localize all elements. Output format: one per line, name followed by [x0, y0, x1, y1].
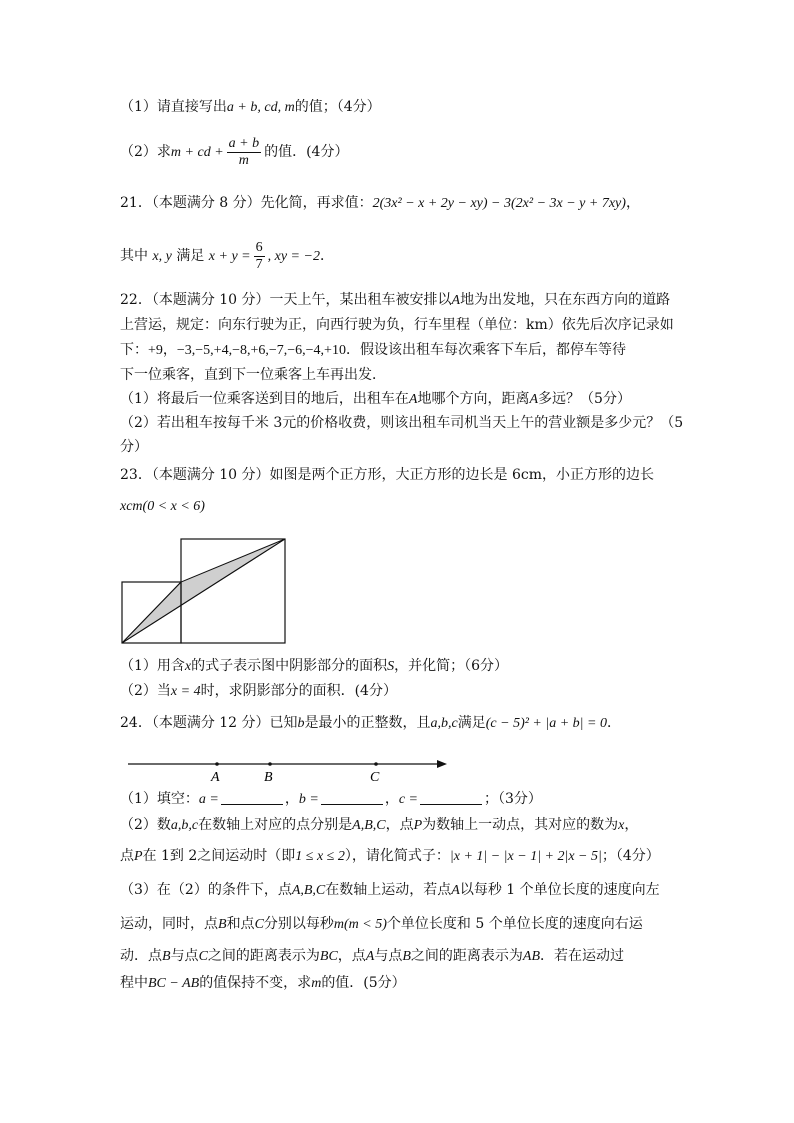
point-a: [215, 762, 219, 766]
text: 24．（本题满分 12 分）已知: [120, 715, 298, 731]
text: 时，求阴影部分的面积．(4分）: [200, 683, 397, 699]
text: ，: [284, 791, 299, 807]
text: （3）在（2）的条件下，点: [120, 882, 292, 898]
label-c: C: [370, 770, 380, 785]
text: 在 1到 2之间运动时（即: [142, 848, 296, 864]
math: 1 ≤ x ≤ 2: [295, 849, 345, 864]
q24-part3-line3: [120, 946, 624, 967]
q24-part3-line1: [120, 880, 660, 901]
text: 是最小的正整数，且: [304, 715, 431, 731]
text: 下：: [120, 342, 148, 358]
math: b =: [298, 792, 319, 807]
math: a,b,c: [170, 818, 199, 833]
text: （1）请直接写出: [120, 99, 227, 115]
math: A: [365, 949, 375, 964]
math: A: [451, 293, 461, 308]
text: 之间的距离表示为: [207, 948, 320, 964]
math: a =: [198, 792, 219, 807]
text: ，并化简；（6分）: [394, 658, 509, 674]
text: 上营运，规定：向东行驶为正，向西行驶为负，行车里程（单位：km）依先后次序记录如: [120, 317, 674, 333]
text: 之间的距离表示为: [410, 948, 523, 964]
math: A,B,C: [352, 818, 386, 833]
text: 在数轴上对应的点分别是: [198, 817, 353, 833]
numerator: 6: [255, 239, 263, 255]
text: 多远？（5分）: [538, 391, 631, 407]
math: xcm(0 < x < 6): [120, 499, 205, 514]
text: 以每秒 1 个单位长度的速度向左: [459, 882, 660, 898]
text: （1）用含: [120, 658, 185, 674]
q24-part2-line2: [120, 846, 660, 867]
math: m: [311, 976, 322, 991]
text: 的值．(5分）: [321, 975, 406, 991]
math: m + cd +: [170, 145, 224, 160]
expression: 2(3x² − x + 2y − xy) − 3(2x² − 3x − y + 7xy): [372, 196, 626, 211]
point-b: [268, 762, 272, 766]
math: C: [254, 917, 264, 932]
text: 为数轴上一动点，其对应的数为: [422, 817, 619, 833]
text: 分别以每秒: [263, 916, 334, 932]
math: b: [297, 716, 305, 731]
math: x + y =: [208, 249, 251, 264]
text: ．: [606, 715, 621, 731]
text: 23．（本题满分 10 分）如图是两个正方形，大正方形的边长是 6cm，小正方形的边长: [120, 467, 655, 483]
text: ，点: [385, 817, 414, 833]
text: ；（3分）: [484, 791, 542, 807]
math: a + b, cd, m: [226, 100, 295, 115]
math: B: [162, 949, 171, 964]
text: ；（4分）: [601, 848, 660, 864]
text: 点: [120, 848, 134, 864]
q24-part1: [120, 789, 542, 810]
text: 运动，同时，点: [120, 916, 218, 932]
text: 的值．(4分）: [264, 144, 349, 160]
answer-blank-b[interactable]: [321, 790, 383, 805]
text: （2）若出租车按每千米 3元的价格收费，则该出租车司机当天上午的营业额是多少元？（5: [120, 415, 684, 431]
text: 地为出发地，只在东西方向的道路: [460, 292, 671, 308]
point-c: [374, 762, 378, 766]
math: A: [529, 392, 539, 407]
math: x = 4: [170, 684, 201, 699]
label-a: A: [211, 770, 220, 785]
text: 在数轴上运动，若点: [325, 882, 452, 898]
math: C: [198, 949, 208, 964]
text: 动．点: [120, 948, 162, 964]
answer-blank-c[interactable]: [420, 790, 482, 805]
math: B: [218, 917, 227, 932]
text: ，: [625, 195, 640, 211]
text: ．假设该出租车每次乘客下车后，都停车等待: [345, 342, 626, 358]
label-b: B: [264, 770, 273, 785]
math: BC: [319, 949, 338, 964]
math: a,b,c: [430, 716, 458, 731]
text: 下一位乘客，直到下一位乘客上车再出发．: [120, 367, 386, 383]
q24-part2-line1: [120, 815, 638, 836]
math: B: [402, 949, 411, 964]
math: , xy = −2: [267, 249, 320, 264]
math: P: [413, 818, 423, 833]
math: A: [408, 392, 418, 407]
math: A,B,C: [291, 883, 326, 898]
math: x, y: [152, 249, 172, 264]
text: 个单位长度和 5 个单位长度的速度向右运: [386, 916, 643, 932]
math: A: [451, 883, 460, 898]
text: 分）: [120, 439, 148, 455]
text: （2）数: [120, 817, 171, 833]
text: 的值保持不变，求: [199, 975, 312, 991]
text: 的式子表示图中阴影部分的面积: [191, 658, 388, 674]
math: |x + 1| − |x − 1| + 2|x − 5|: [449, 849, 602, 864]
math: x: [618, 818, 625, 833]
text: ，点: [337, 948, 366, 964]
text: ．若在运动过: [540, 948, 625, 964]
text: （2）当: [120, 683, 171, 699]
math: S: [387, 659, 395, 674]
denominator: m: [238, 152, 249, 168]
math: (c − 5)² + |a + b| = 0: [485, 716, 607, 731]
text: ．: [319, 248, 334, 264]
q24-part3-line4: [120, 973, 406, 994]
text: 22．（本题满分 10 分）一天上午，某出租车被安排以: [120, 292, 452, 308]
question-head: 21．（本题满分 8 分）先化简，再求值：: [120, 195, 373, 211]
math: m(m < 5): [333, 917, 387, 932]
q24-part3-line2: [120, 914, 643, 935]
text: 满足: [457, 715, 486, 731]
math: BC − AB: [148, 976, 200, 991]
text: （1）将最后一位乘客送到目的地后，出租车在: [120, 391, 409, 407]
text: 和点: [226, 916, 255, 932]
text: ，: [384, 791, 399, 807]
math: x: [184, 659, 192, 674]
math: AB: [522, 949, 541, 964]
text: （1）填空：: [120, 791, 199, 807]
math: P: [134, 849, 143, 864]
text: 与点: [374, 948, 403, 964]
text: ），请化简式子：: [344, 848, 450, 864]
answer-blank-a[interactable]: [221, 790, 283, 805]
axis-arrow: [437, 760, 447, 768]
text: 地哪个方向，距离: [417, 391, 530, 407]
denominator: 7: [255, 256, 263, 272]
text: 程中: [120, 975, 148, 991]
numerator: a + b: [228, 135, 260, 151]
text: 满足: [176, 248, 205, 264]
text: 其中: [120, 248, 148, 264]
mileage-list: +9，−3,−5,+4,−8,+6,−7,−6,−4,+10: [148, 343, 346, 358]
text: 的值；（4分）: [294, 99, 381, 115]
math: c =: [398, 792, 418, 807]
text: （2）求: [120, 144, 171, 160]
text: 与点: [170, 948, 199, 964]
text: ，: [624, 817, 639, 833]
